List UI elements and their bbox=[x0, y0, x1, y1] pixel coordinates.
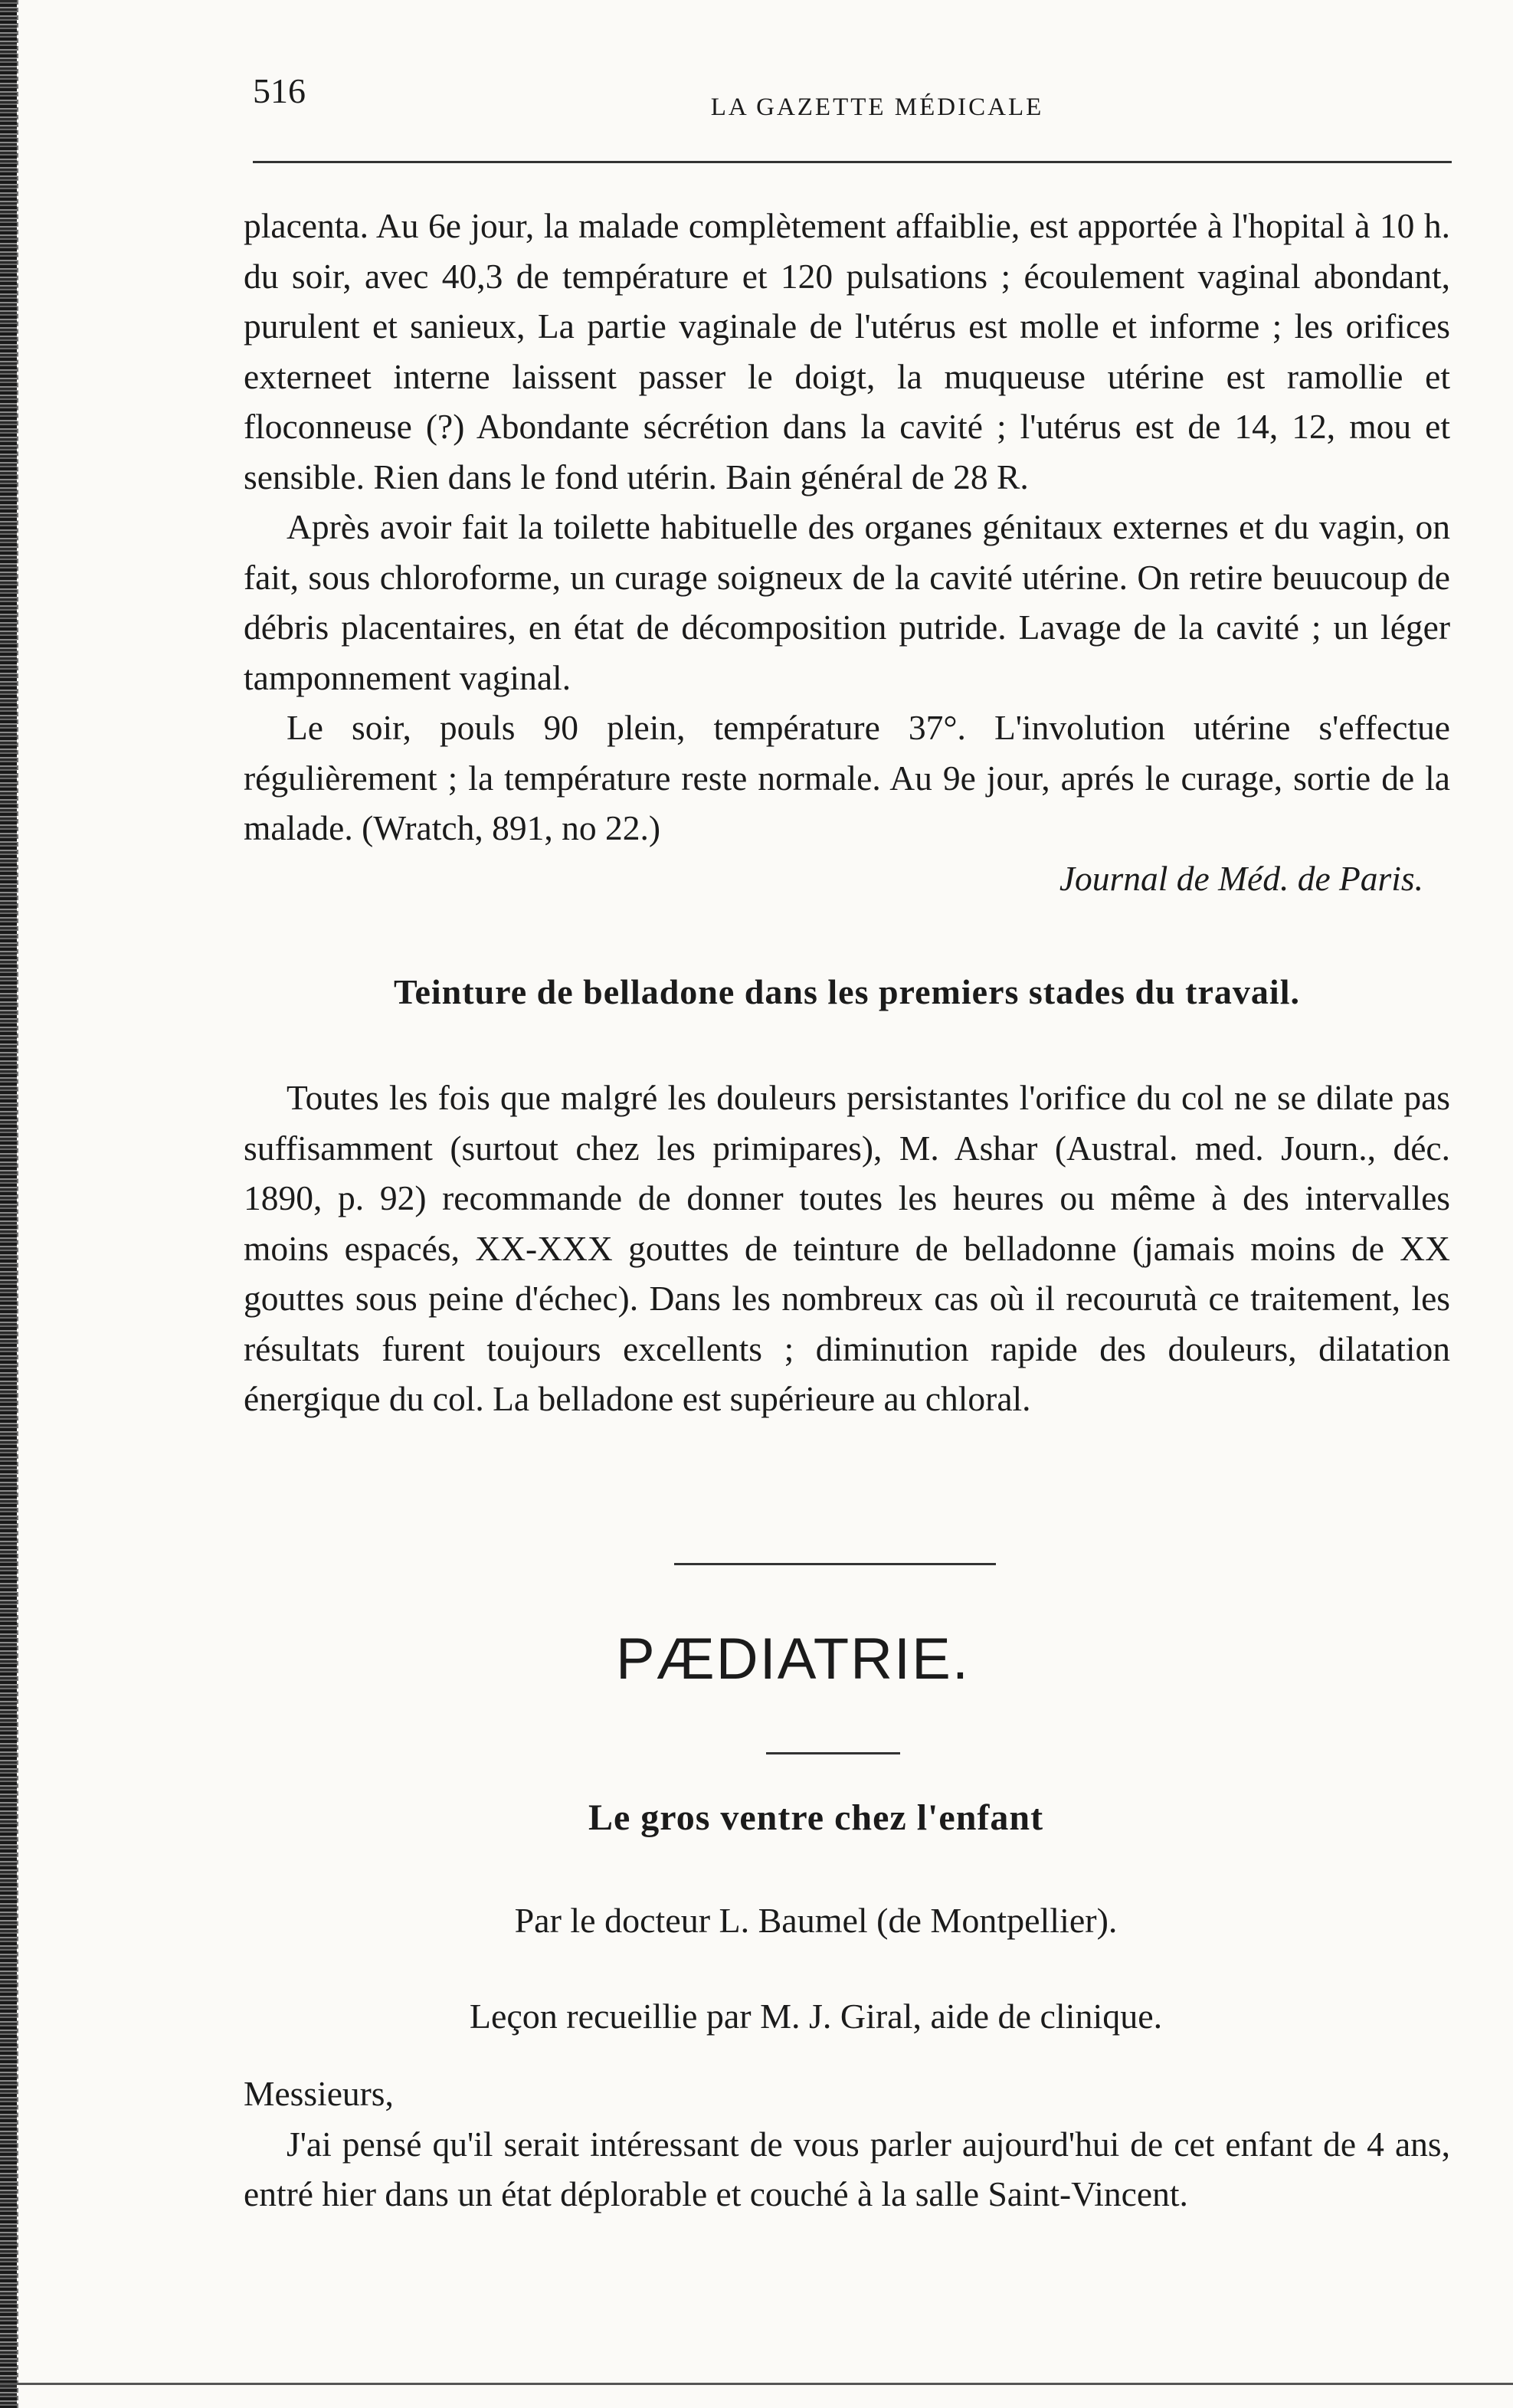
paragraph: placenta. Au 6e jour, la malade complètement affaiblie, est apportée à l'hopital à 10 h. du soir, avec 40,3 de température et 120 pulsations ; écoulement vaginal abondant, purulent et sanieux, La partie vaginale de l'utérus est molle et informe ; les orifices externeet interne laissent passer le doigt, la muqueuse utérine est ramollie et floconneuse (?) Abondante sécrétion dans la cavité ; l'utérus est de 14, 12, mou et sensible. Rien dans le fond utérin. Bain général de 28 R. bbox=[244, 206, 1450, 496]
article-continuation bbox=[244, 201, 1450, 903]
lecture-collected-by: Leçon recueillie par M. J. Giral, aide de clinique. bbox=[469, 1997, 1163, 2036]
title-rule bbox=[766, 1752, 900, 1754]
paragraph: J'ai pensé qu'il serait intéressant de vous parler aujourd'hui de cet enfant de 4 ans, entré hier dans un état déplorable et couché à la salle Saint-Vincent. bbox=[244, 2124, 1450, 2213]
article-title: Teinture de belladone dans les premiers stades du travail. bbox=[394, 972, 1300, 1011]
salutation: Messieurs, bbox=[244, 2074, 394, 2113]
running-title: LA GAZETTE MÉDICALE bbox=[710, 93, 1044, 121]
lecture-author: Par le docteur L. Baumel (de Montpellier). bbox=[514, 1901, 1118, 1940]
bottom-rule bbox=[0, 2383, 1513, 2391]
paragraph: Toutes les fois que malgré les douleurs persistantes l'orifice du col ne se dilate pas suffisamment (surtout chez les primipares), M. Ashar (Austral. med. Journ., déc. 1890, p. 92) recommande de donner toutes les heures ou même à des intervalles moins espacés, XX-XXX gouttes de teinture de belladonne (jamais moins de XX gouttes sous peine d'échec). Dans les nombreux cas où il recourutà ce traitement, les résultats furent toujours excellents ; diminution rapide des douleurs, dilatation énergique du col. La belladone est supérieure au chloral. bbox=[244, 1078, 1450, 1418]
section-title: PÆDIATRIE. bbox=[616, 1627, 970, 1692]
article-belladone bbox=[244, 1073, 1450, 1424]
source-citation: Journal de Méd. de Paris. bbox=[1059, 858, 1423, 898]
lecture-title: Le gros ventre chez l'enfant bbox=[588, 1797, 1044, 1838]
page-binding-edge bbox=[0, 0, 17, 2408]
paragraph: Le soir, pouls 90 plein, température 37°. L'involution utérine s'effectue régulièrement ; la température reste normale. Au 9e jour, aprés le curage, sortie de la malade. (Wratch, 891, no 22.) bbox=[244, 708, 1450, 847]
page-number: 516 bbox=[253, 71, 306, 110]
header-rule bbox=[253, 161, 1452, 163]
paragraph: Après avoir fait la toilette habituelle des organes génitaux externes et du vagin, on fait, sous chloroforme, un curage soigneux de la cavité utérine. On retire beuucoup de débris placentaires, en état de décomposition putride. Lavage de la cavité ; un léger tamponnement vaginal. bbox=[244, 507, 1450, 697]
binding-rule bbox=[17, 0, 21, 2408]
section-separator bbox=[674, 1563, 996, 1565]
lecture-body bbox=[244, 2069, 1450, 2220]
